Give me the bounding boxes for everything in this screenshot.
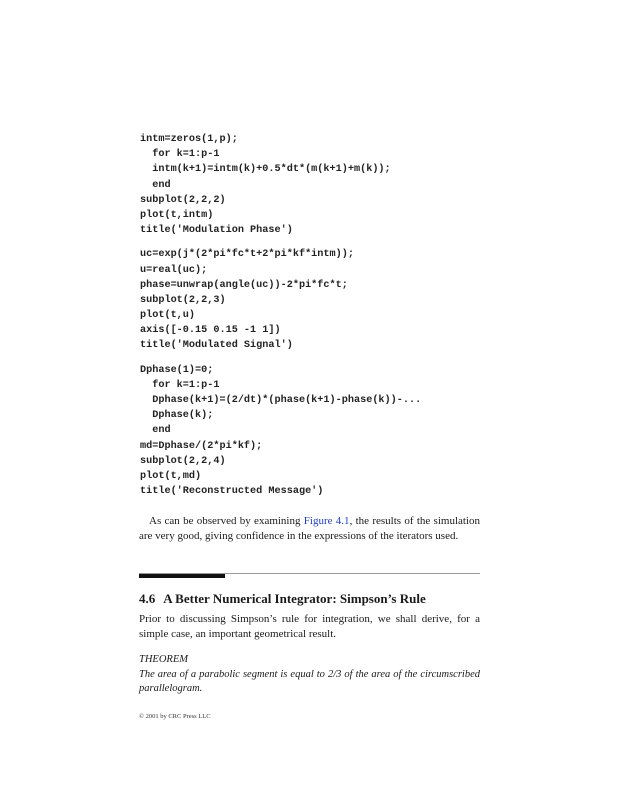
code-line: intm=zeros(1,p); bbox=[140, 134, 238, 145]
code-line: plot(t,intm) bbox=[140, 209, 214, 221]
code-line: end bbox=[140, 179, 171, 191]
copyright-footer: © 2001 by CRC Press LLC bbox=[139, 713, 211, 720]
section-title: A Better Numerical Integrator: Simpson’s Rule bbox=[163, 591, 426, 606]
code-line: title('Reconstructed Message') bbox=[140, 486, 324, 498]
section-number: 4.6 bbox=[139, 591, 156, 606]
paragraph-text: As can be observed by examining bbox=[149, 515, 304, 527]
code-block-demodulation bbox=[140, 363, 421, 500]
paragraph-text: , the results of the simulation are very good, giving confidence in the expressions of the iterators used. bbox=[139, 515, 480, 542]
code-line: Dphase(1)=0; bbox=[140, 364, 214, 376]
code-line: plot(t,u) bbox=[140, 310, 196, 322]
code-line: Dphase(k); bbox=[140, 410, 214, 422]
theorem-text: The area of a parabolic segment is equal to 2/3 of the area of the circumscribed parallelogram. bbox=[139, 669, 480, 694]
section-divider-accent bbox=[139, 574, 225, 578]
code-line: md=Dphase/(2*pi*kf); bbox=[140, 440, 263, 452]
code-line: u=real(uc); bbox=[140, 264, 208, 276]
code-line: axis([-0.15 0.15 -1 1]) bbox=[140, 325, 281, 337]
code-line: plot(t,md) bbox=[140, 470, 202, 482]
section-heading bbox=[139, 591, 484, 607]
code-line: for k=1:p-1 bbox=[140, 149, 220, 161]
code-line: uc=exp(j*(2*pi*fc*t+2*pi*kf*intm)); bbox=[140, 249, 354, 261]
code-line: subplot(2,2,2) bbox=[140, 194, 226, 206]
code-block-integration bbox=[140, 132, 421, 238]
results-paragraph bbox=[139, 514, 480, 544]
code-line: for k=1:p-1 bbox=[140, 379, 220, 391]
theorem-label: THEOREM bbox=[139, 654, 188, 665]
matlab-code-listing bbox=[140, 132, 421, 499]
code-line: Dphase(k+1)=(2/dt)*(phase(k+1)-phase(k))-... bbox=[140, 395, 422, 406]
code-line: end bbox=[140, 425, 171, 437]
figure-link[interactable]: Figure 4.1 bbox=[303, 515, 350, 527]
code-line: subplot(2,2,3) bbox=[140, 294, 226, 306]
code-line: title('Modulation Phase') bbox=[140, 225, 293, 237]
code-line: title('Modulated Signal') bbox=[140, 340, 293, 352]
intro-paragraph: Prior to discussing Simpson’s rule for integration, we shall derive, for a simple case, an important geometrical result. bbox=[139, 613, 480, 640]
code-line: intm(k+1)=intm(k)+0.5*dt*(m(k+1)+m(k)); bbox=[140, 164, 391, 176]
code-block-modulation bbox=[140, 247, 421, 353]
code-line: subplot(2,2,4) bbox=[140, 455, 226, 467]
code-line: phase=unwrap(angle(uc))-2*pi*fc*t; bbox=[140, 279, 348, 291]
